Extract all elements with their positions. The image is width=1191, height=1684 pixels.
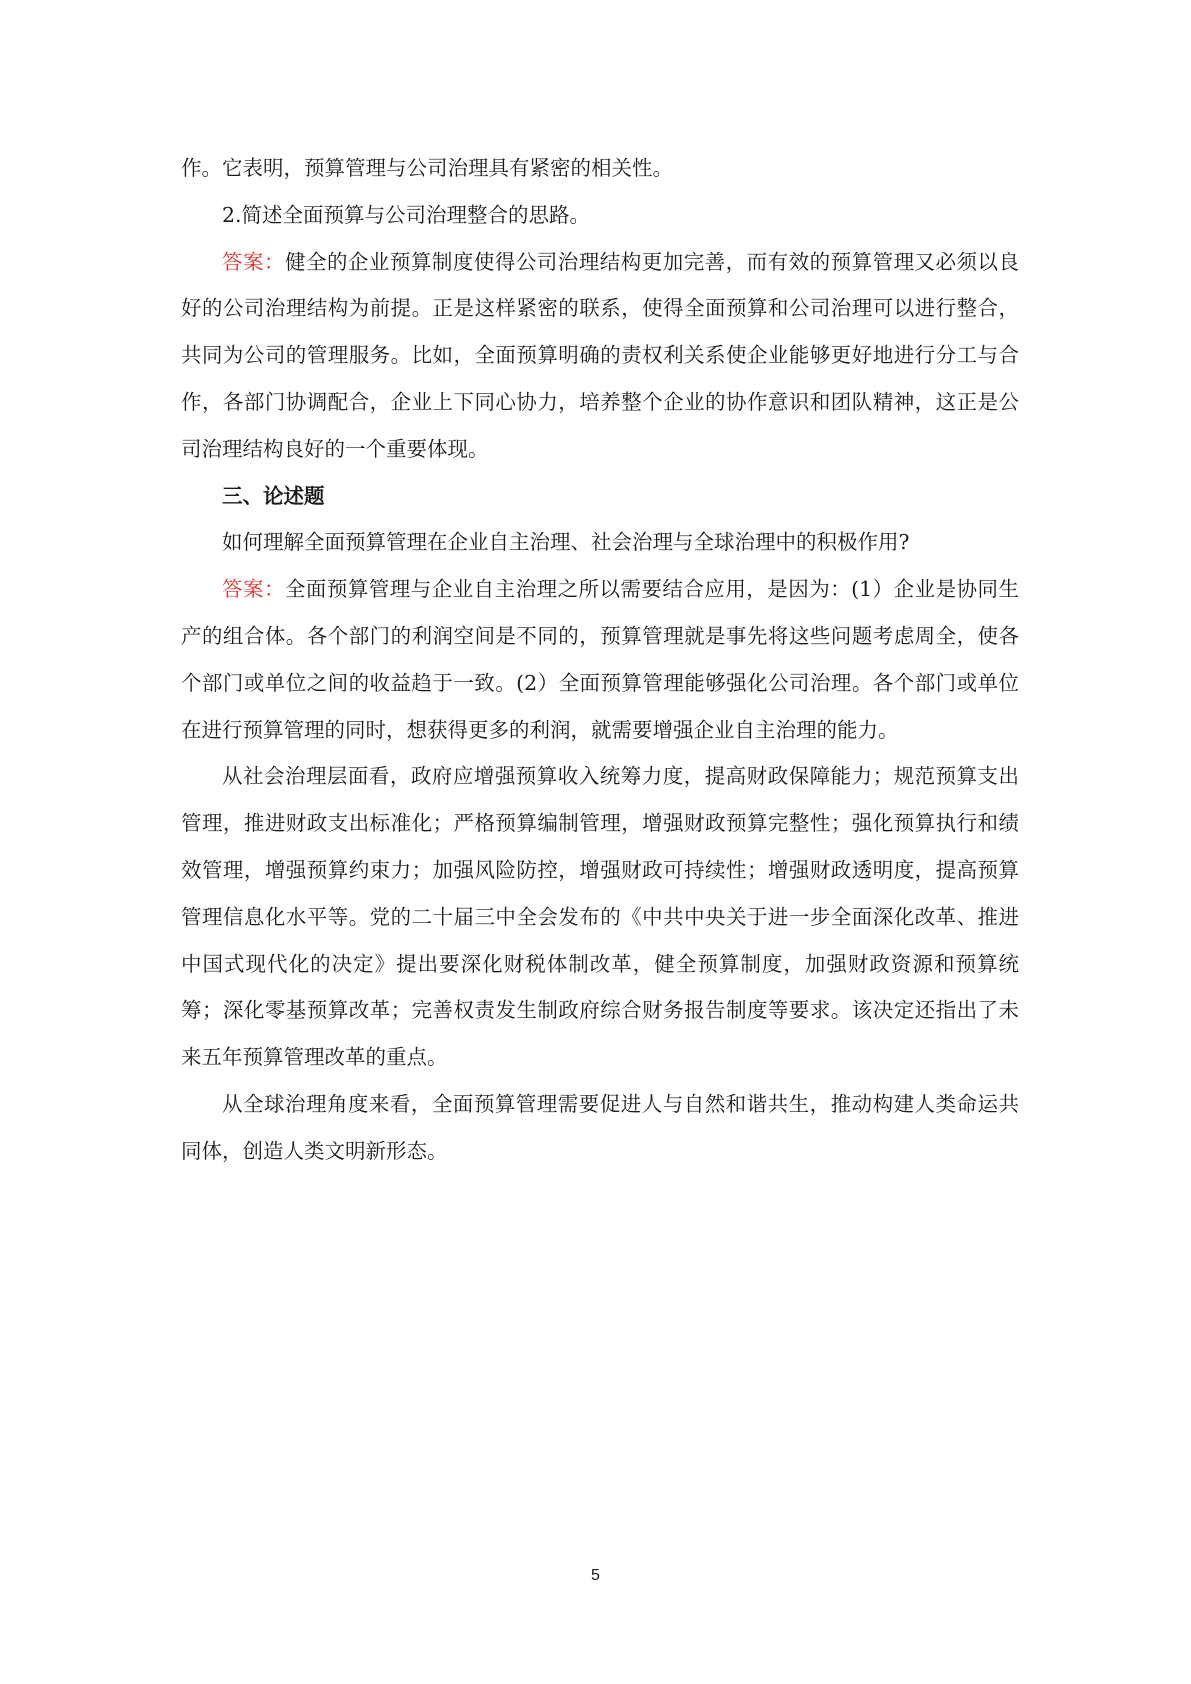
question-2: 2.简述全面预算与公司治理整合的思路。 <box>222 202 591 227</box>
document-body <box>181 145 1019 1175</box>
answer-2 <box>181 239 1019 473</box>
answer-text: 全面预算管理与企业自主治理之所以需要结合应用，是因为：(1）企业是协同生产的组合体。各个部门的利润空间是不同的，预算管理就是事先将这些问题考虑周全，使各个部门或单位之间的收益趋于一致。(2）全面预算管理能够强化公司治理。各个部门或单位在进行预算管理的同时，想获得更多的利润，就需要增强企业自主治理的能力。 <box>181 577 1019 742</box>
page-number: 5 <box>591 1567 600 1584</box>
answer-text: 健全的企业预算制度使得公司治理结构更加完善，而有效的预算管理又必须以良好的公司治理结构为前提。正是这样紧密的联系，使得全面预算和公司治理可以进行整合，共同为公司的管理服务。比如，全面预算明确的责权利关系使企业能够更好地进行分工与合作，各部门协调配合，企业上下同心协力，培养整个企业的协作意识和团队精神，这正是公司治理结构良好的一个重要体现。 <box>181 249 1020 461</box>
section-heading: 三、论述题 <box>222 483 325 508</box>
answer-label: 答案： <box>222 249 285 274</box>
essay-question: 如何理解全面预算管理在企业自主治理、社会治理与全球治理中的积极作用? <box>222 530 910 555</box>
paragraph-global-governance: 从全球治理角度来看，全面预算管理需要促进人与自然和谐共生，推动构建人类命运共同体，创造人类文明新形态。 <box>181 1091 1019 1163</box>
paragraph-continuation: 作。它表明，预算管理与公司治理具有紧密的相关性。 <box>181 156 673 180</box>
answer-label: 答案： <box>222 577 285 602</box>
essay-answer <box>181 566 1019 753</box>
paragraph-social-governance: 从社会治理层面看，政府应增强预算收入统筹力度，提高财政保障能力；规范预算支出管理，推进财政支出标准化；严格预算编制管理，增强财政预算完整性；强化预算执行和绩效管理，增强预算约束力；加强风险防控，增强财政可持续性；增强财政透明度，提高预算管理信息化水平等。党的二十届三中全会发布的《中共中央关于进一步全面深化改革、推进中国式现代化的决定》提出要深化财税体制改革，健全预算制度，加强财政资源和预算统筹；深化零基预算改革；完善权责发生制政府综合财务报告制度等要求。该决定还指出了未来五年预算管理改革的重点。 <box>181 764 1019 1070</box>
